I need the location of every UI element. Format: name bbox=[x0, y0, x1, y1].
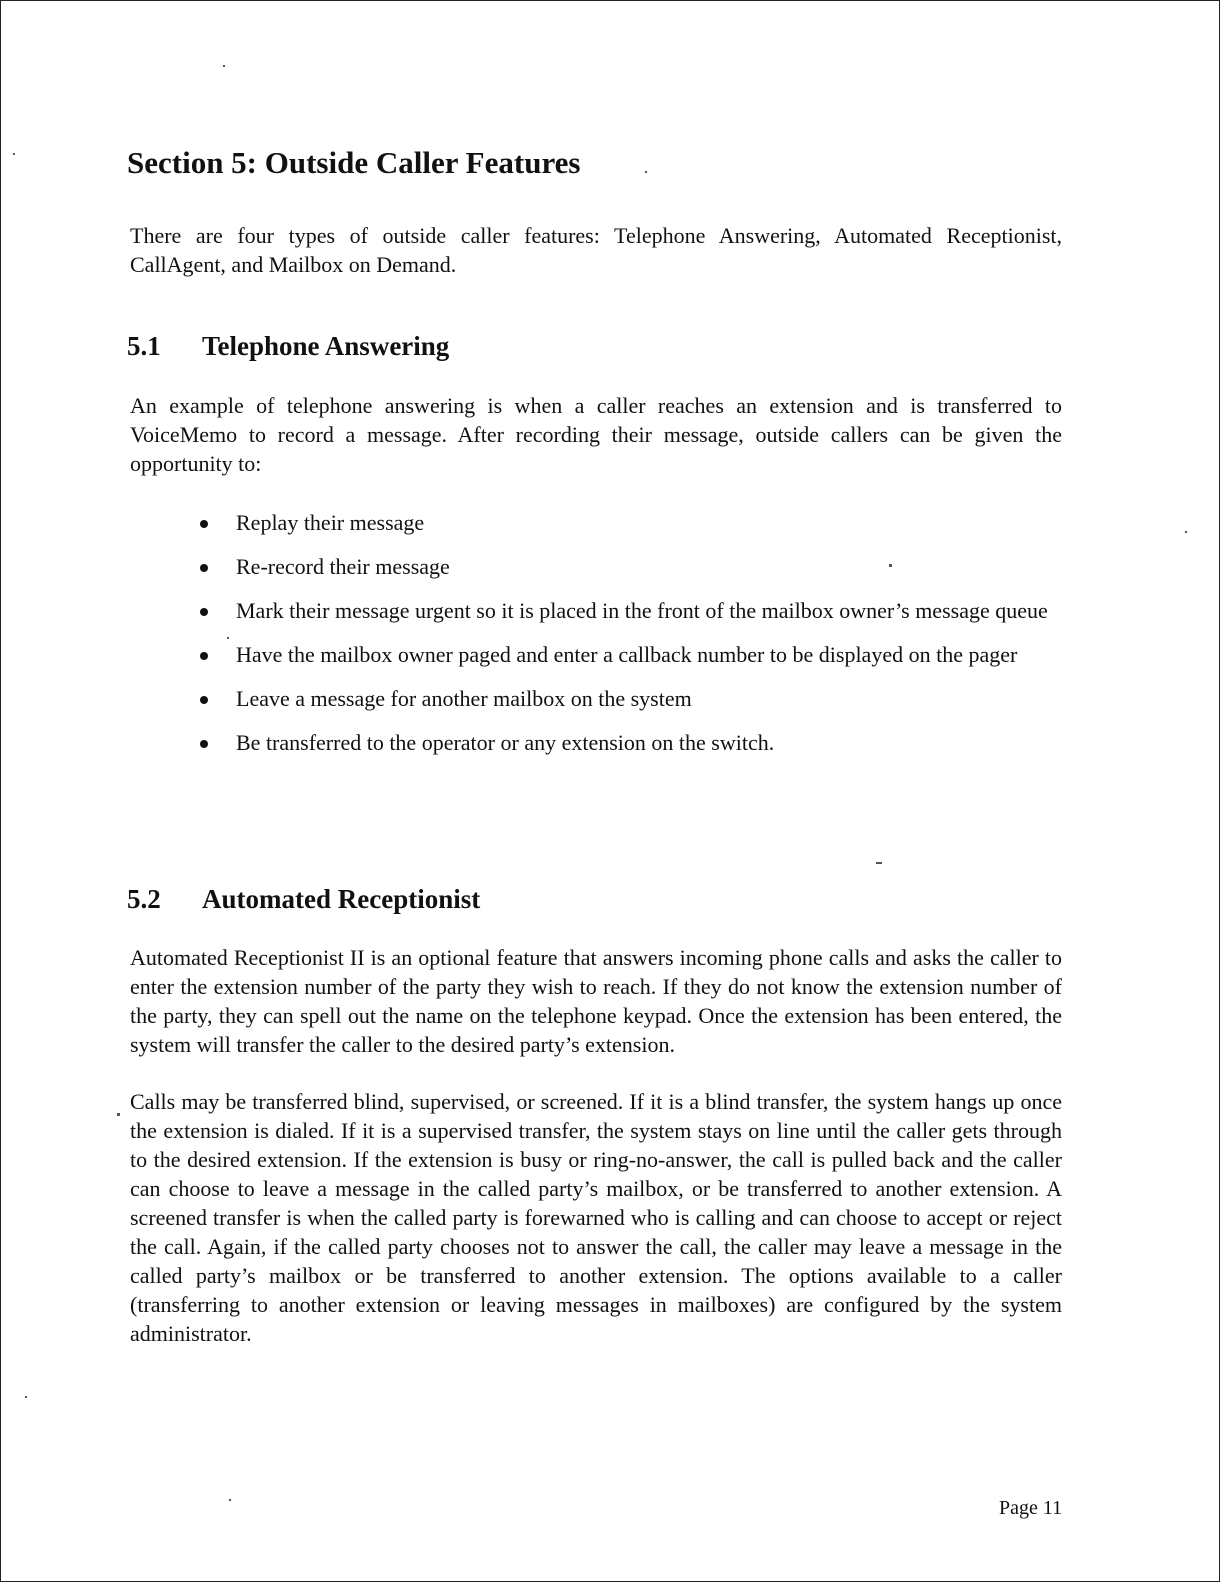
subsection-number: 5.2 bbox=[127, 884, 161, 914]
scan-speck bbox=[889, 564, 892, 567]
list-item: Mark their message urgent so it is placed in the front of the mailbox owner’s message queue bbox=[197, 596, 1063, 625]
bullet-icon bbox=[200, 564, 208, 572]
scan-speck bbox=[876, 862, 882, 864]
page-number: Page 11 bbox=[999, 1497, 1063, 1519]
list-item: Be transferred to the operator or any extension on the switch. bbox=[197, 728, 1063, 757]
bullet-icon bbox=[200, 608, 208, 616]
scan-speck bbox=[25, 1396, 27, 1398]
subsection-heading-5-1 bbox=[127, 331, 449, 362]
subsection-number: 5.1 bbox=[127, 331, 161, 361]
automated-receptionist-paragraph-1: Automated Receptionist II is an optional feature that answers incoming phone calls and asks the caller to enter the extension number of the party they wish to reach. If they do not know the extension number of the party, they can spell out the name on the telephone keypad. Once the extension has been entered, the system will transfer the caller to the desired party’s extension. bbox=[130, 945, 1062, 1057]
scan-speck bbox=[227, 637, 229, 639]
subsection-title: Automated Receptionist bbox=[202, 884, 481, 914]
section-title: Section 5: Outside Caller Features bbox=[127, 145, 581, 180]
list-item: Replay their message bbox=[197, 508, 1063, 537]
bullet-icon bbox=[200, 652, 208, 660]
list-item: Have the mailbox owner paged and enter a callback number to be displayed on the pager bbox=[197, 640, 1063, 669]
scan-speck bbox=[645, 171, 647, 173]
scan-speck bbox=[13, 153, 15, 155]
bullet-icon bbox=[200, 520, 208, 528]
scan-speck bbox=[223, 65, 225, 67]
automated-receptionist-paragraph-2: Calls may be transferred blind, supervised, or screened. If it is a blind transfer, the system hangs up once the extension is dialed. If it is a supervised transfer, the system stays on line until the caller gets through to the desired extension. If the extension is busy or ring-no-answer, the call is pulled back and the caller can choose to leave a message in the called party’s mailbox, or be transferred to another extension. A screened transfer is when the called party is forewarned who is calling and can choose to accept or reject the call. Again, if the called party chooses not to answer the call, the caller may leave a message in the called party’s mailbox or be transferred to another extension. The options available to a caller (transferring to another extension or leaving messages in mailboxes) are configured by the system administrator. bbox=[130, 1089, 1062, 1346]
bullet-icon bbox=[200, 696, 208, 704]
section-intro: There are four types of outside caller features: Telephone Answering, Automated Receptionist, CallAgent, and Mailbox on Demand. bbox=[130, 223, 1062, 277]
list-item: Leave a message for another mailbox on the system bbox=[197, 684, 1063, 713]
telephone-answering-paragraph: An example of telephone answering is when a caller reaches an extension and is transferred to VoiceMemo to record a message. After recording their message, outside callers can be given the opportunity to: bbox=[130, 393, 1062, 476]
bullet-icon bbox=[200, 740, 208, 748]
subsection-title: Telephone Answering bbox=[202, 331, 450, 361]
subsection-heading-5-2 bbox=[127, 884, 480, 915]
scan-speck bbox=[1185, 531, 1187, 533]
list-item: Re-record their message bbox=[197, 552, 1063, 581]
scan-speck bbox=[229, 1499, 231, 1501]
caller-options-list bbox=[197, 508, 1063, 772]
scan-speck bbox=[117, 1113, 120, 1116]
